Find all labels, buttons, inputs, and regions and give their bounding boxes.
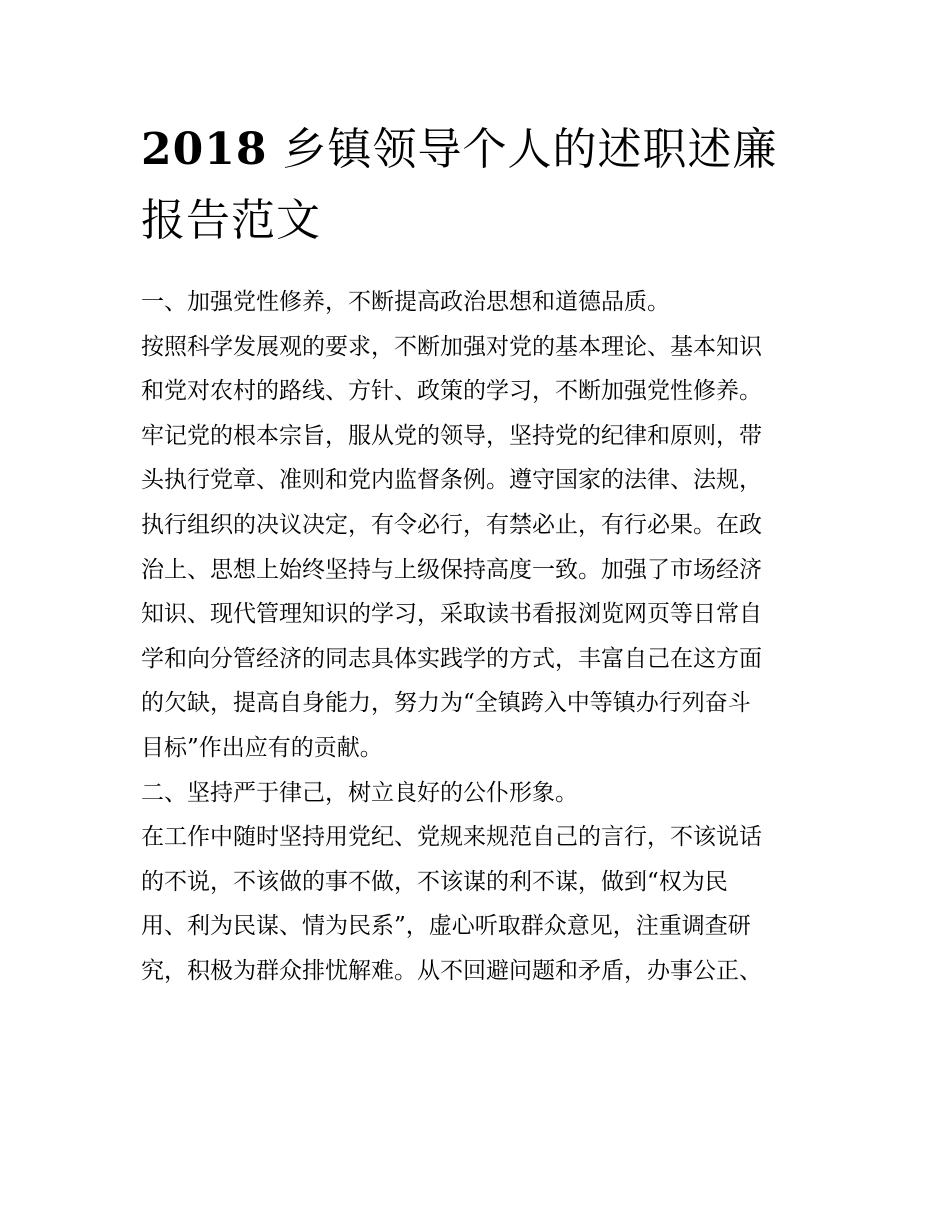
body-line: 牢记党的根本宗旨，服从党的领导，坚持党的纪律和原则，带 (141, 422, 762, 449)
body-line: 究，积极为群众排忧解难。从不回避问题和矛盾，办事公正、 (141, 957, 762, 984)
body-line: 治上、思想上始终坚持与上级保持高度一致。加强了市场经济 (141, 556, 762, 583)
section-heading-1: 一、加强党性修养，不断提高政治思想和道德品质。 (141, 289, 670, 315)
body-line: 的欠缺，提高自身能力，努力为“全镇跨入中等镇办行列奋斗 (141, 690, 751, 717)
body-line: 目标”作出应有的贡献。 (141, 734, 383, 761)
body-line: 知识、现代管理知识的学习，采取读书看报浏览网页等日常自 (141, 601, 762, 628)
document-title (141, 114, 821, 256)
document-body (141, 280, 821, 994)
title-year: 2018 (141, 124, 268, 175)
title-line-2: 报告范文 (141, 195, 321, 246)
body-line: 执行组织的决议决定，有令必行，有禁必止，有行必果。在政 (141, 511, 762, 538)
title-text: 乡镇领导个人的述职述廉 (267, 124, 778, 175)
body-line: 按照科学发展观的要求，不断加强对党的基本理论、基本知识 (141, 333, 762, 360)
body-line: 头执行党章、准则和党内监督条例。遵守国家的法律、法规， (141, 467, 762, 494)
body-line: 用、利为民谋、情为民系”，虚心听取群众意见，注重调查研 (141, 913, 751, 940)
body-line: 学和向分管经济的同志具体实践学的方式，丰富自己在这方面 (141, 645, 762, 672)
body-line: 和党对农村的路线、方针、政策的学习，不断加强党性修养。 (141, 378, 762, 405)
section-heading-2: 二、坚持严于律己，树立良好的公仆形象。 (141, 779, 578, 806)
body-line: 在工作中随时坚持用党纪、党规来规范自己的言行，不该说话 (141, 824, 762, 851)
body-line: 的不说，不该做的事不做，不该谋的利不谋，做到“权为民 (141, 868, 728, 895)
title-line-1 (141, 114, 821, 185)
